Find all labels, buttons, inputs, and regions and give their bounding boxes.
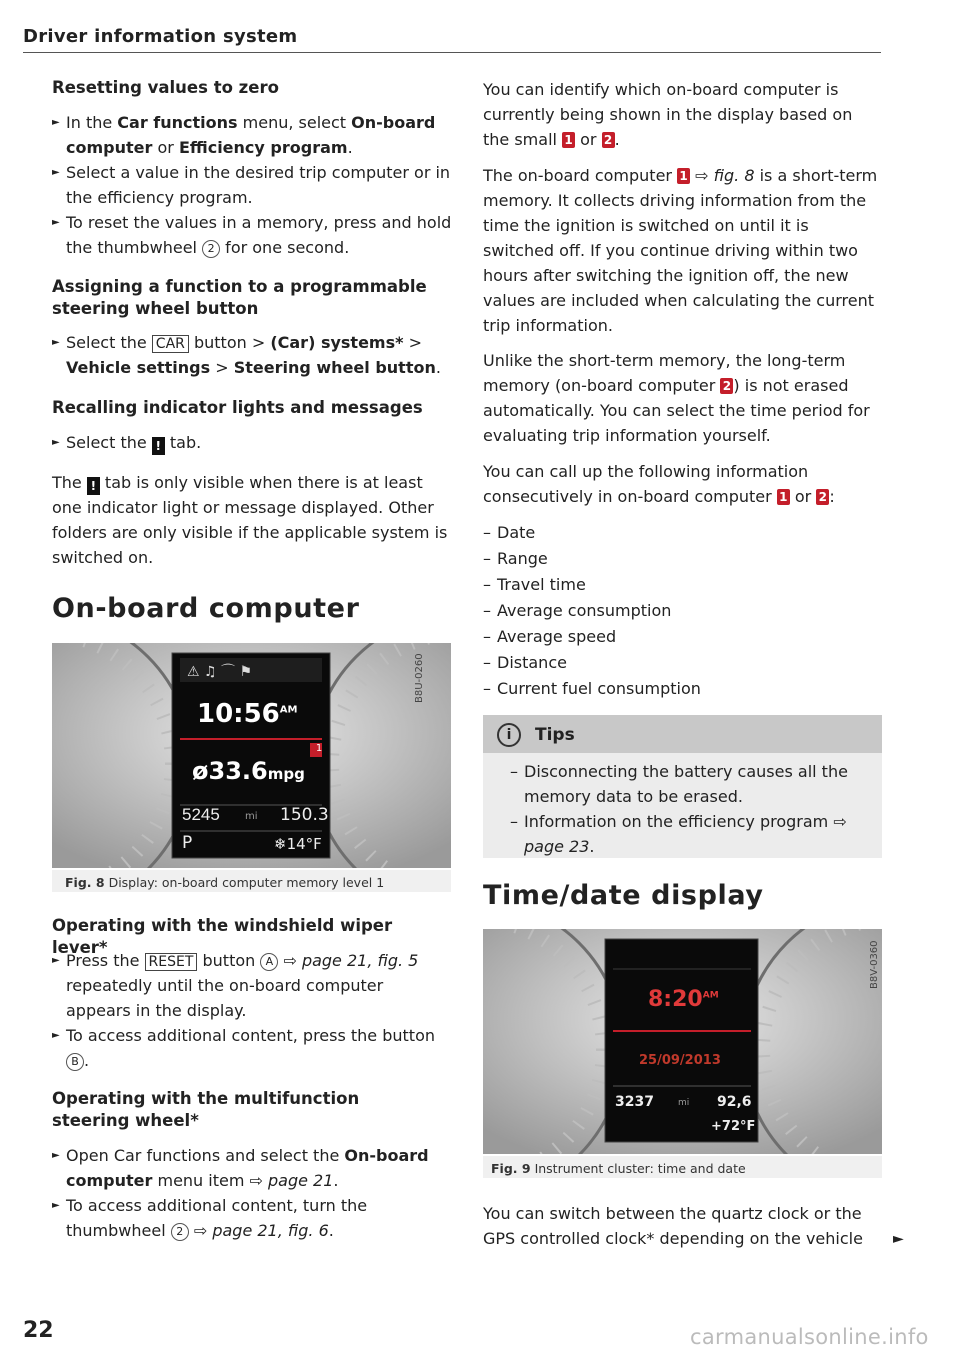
tips-box: [483, 715, 882, 858]
car-key: CAR: [152, 335, 189, 353]
fig9-trip: 92,6: [717, 1094, 752, 1110]
recall-paragraph: The ! tab is only visible when there is at least one indicator light or message displayed. Other folders are only visible if the applicable system is switched on.: [52, 473, 448, 567]
header-rule: [23, 52, 881, 53]
reset-bullet-2: ► Select a value in the desired trip computer or in the efficiency program.: [52, 160, 457, 210]
info-list: [483, 520, 883, 702]
fig8-temp: ❄14°F: [274, 835, 322, 853]
tip-item: – Disconnecting the battery causes all the memory data to be erased.: [510, 759, 870, 809]
fig9-odo-unit: mi: [678, 1098, 690, 1108]
time-heading: Time/date display: [483, 880, 764, 911]
tips-header: [483, 715, 882, 753]
info-icon: i: [497, 723, 521, 747]
fig9-time: $8:20^{AM}$: [648, 987, 719, 1012]
button-b-marker: B: [66, 1053, 84, 1071]
msw-list: [52, 1143, 452, 1243]
fig9-odo: 3237: [615, 1094, 654, 1110]
continue-arrow-icon: ►: [893, 1231, 904, 1247]
wiper-bullet-2: ► To access additional content, press the button B .: [52, 1023, 452, 1073]
fig9-temp: +72°F: [711, 1119, 756, 1134]
page-number: 22: [23, 1318, 54, 1343]
indicator-tab-icon: !: [152, 437, 165, 455]
right-p1: You can identify which on-board computer is currently being shown in the display based on the small 1 or 2 .: [483, 80, 853, 149]
tab-icons: ⚠ ♫ ⌒ ⚑: [187, 664, 253, 680]
figure-8: [52, 643, 451, 868]
assign-heading: Assigning a function to a programmable steering wheel button: [52, 277, 427, 318]
fig8-trip: 150.3: [280, 805, 329, 825]
recall-list: [52, 430, 452, 455]
list-item: – Current fuel consumption: [483, 676, 883, 702]
fig8-time: $10:56^{AM}$: [197, 699, 298, 729]
msw-bullet-1: ► Open Car functions and select the On-board computer menu item ⇨ page 21.: [52, 1143, 452, 1193]
wiper-heading: Operating with the windshield wiper lever*: [52, 916, 393, 957]
button-a-marker: A: [260, 953, 278, 971]
list-item: – Average speed: [483, 624, 883, 650]
thumbwheel-marker: 2: [202, 240, 220, 258]
fig8-caption: Fig. 8 Display: on-board computer memory level 1: [65, 875, 385, 890]
fig9-caption: Fig. 9 Instrument cluster: time and date: [491, 1161, 746, 1176]
fig8-gear: P: [182, 833, 193, 853]
watermark: carmanualsonline.info: [690, 1325, 929, 1349]
fig8-odo: 5245: [182, 805, 220, 824]
assign-list: [52, 330, 452, 380]
recall-bullet-1: ► Select the ! tab.: [52, 430, 452, 455]
list-item: – Travel time: [483, 572, 883, 598]
list-item: – Distance: [483, 650, 883, 676]
right-p2: The on-board computer 1 ⇨ fig. 8 is a short-term memory. It collects driving information from the time the ignition is switched on until it is switched off. If you continue driving within two hours after switching the ignition off, the new values are included when calculating the current trip information.: [483, 166, 878, 335]
fig9-code: B8V-0360: [869, 940, 880, 989]
msw-bullet-2: ► To access additional content, turn the thumbwheel 2 ⇨ page 21, fig. 6.: [52, 1193, 452, 1243]
fig8-code: B8U-0260: [414, 653, 425, 703]
indicator-tab-icon-2: !: [87, 477, 100, 495]
recall-heading: Recalling indicator lights and messages: [52, 398, 423, 417]
tips-list: [510, 759, 870, 859]
figure-9: [483, 929, 882, 1154]
cluster-display-8: [52, 643, 451, 868]
wiper-list: [52, 948, 452, 1073]
assign-bullet-1: ► Select the CAR button > (Car) systems* > Vehicle settings > Steering wheel button.: [52, 330, 452, 380]
reset-heading: Resetting values to zero: [52, 78, 279, 97]
wiper-bullet-1: ► Press the RESET button A ⇨ page 21, fig. 5 repeatedly until the on-board computer appears in the display.: [52, 948, 452, 1023]
reset-bullet-1: ► In the Car functions menu, select On-board computer or Efficiency program.: [52, 110, 457, 160]
right-last-paragraph: You can switch between the quartz clock or the GPS controlled clock* depending on the vehicle: [483, 1204, 863, 1248]
reset-list: [52, 110, 457, 260]
obc-heading: On-board computer: [52, 593, 360, 624]
reset-key: RESET: [145, 953, 198, 971]
tip-item: – Information on the efficiency program ⇨ page 23.: [510, 809, 870, 859]
fig8-consumption: ø33.6mpg: [192, 757, 305, 785]
reset-bullet-3: ► To reset the values in a memory, press and hold the thumbwheel 2 for one second.: [52, 210, 457, 260]
right-p4: You can call up the following information consecutively in on-board computer 1 or 2 :: [483, 462, 835, 506]
tips-title: Tips: [535, 725, 575, 745]
cluster-display-9: [483, 929, 882, 1154]
list-item: – Range: [483, 546, 883, 572]
section-header: Driver information system: [23, 26, 298, 47]
msw-heading: Operating with the multifunction steering wheel*: [52, 1089, 360, 1130]
right-p3: Unlike the short-term memory, the long-term memory (on-board computer 2 ) is not erased automatically. You can select the time period for evaluating trip information yourself.: [483, 351, 870, 445]
fig8-odo-unit: mi: [245, 811, 258, 822]
fig9-date: 25/09/2013: [639, 1053, 721, 1068]
thumbwheel-marker-2: 2: [171, 1223, 189, 1241]
fig8-level: 1: [315, 743, 323, 754]
list-item: – Average consumption: [483, 598, 883, 624]
list-item: – Date: [483, 520, 883, 546]
